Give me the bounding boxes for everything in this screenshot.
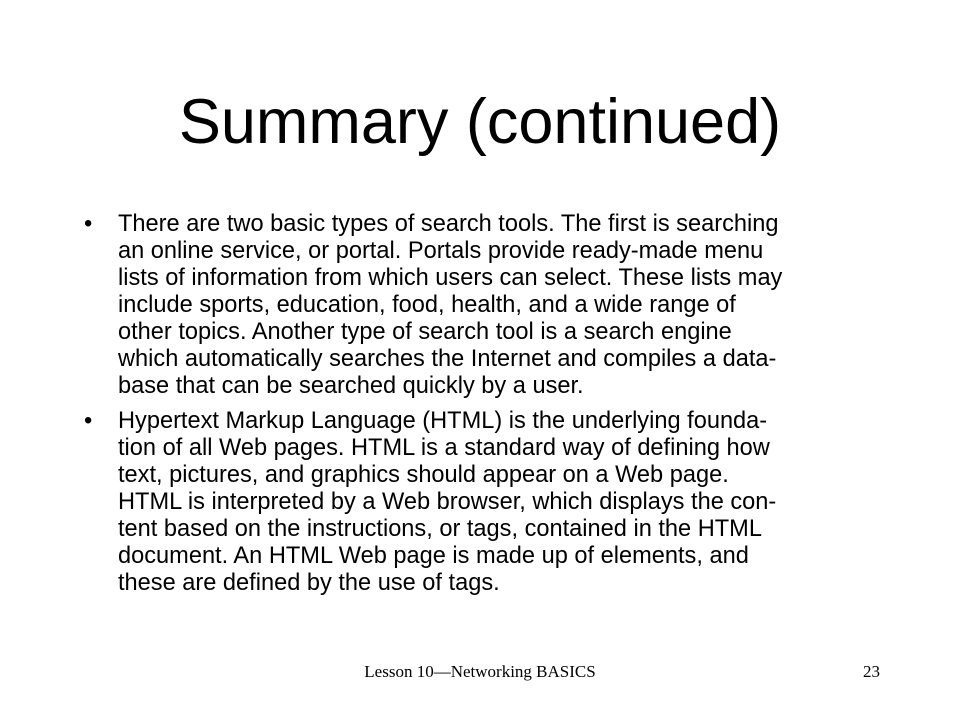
bullet-text-line: document. An HTML Web page is made up of elements, and (118, 543, 749, 569)
bullet-item (84, 211, 878, 400)
bullet-marker: • (84, 408, 93, 434)
bullet-text-line: text, pictures, and graphics should appear on a Web page. (118, 462, 729, 488)
bullet-text-line: base that can be searched quickly by a user. (118, 373, 584, 399)
bullet-list (84, 211, 878, 605)
bullet-text-line: an online service, or portal. Portals provide ready-made menu (118, 238, 764, 264)
bullet-text-line: HTML is interpreted by a Web browser, which displays the con- (118, 489, 777, 515)
footer-lesson-title: Lesson 10—Networking BASICS (364, 662, 596, 681)
bullet-text-line: which automatically searches the Internet and compiles a data- (118, 346, 777, 372)
bullet-text-line: There are two basic types of search tools. The first is searching (118, 211, 779, 237)
bullet-text-line: these are defined by the use of tags. (118, 570, 500, 596)
bullet-text-line: other topics. Another type of search tool is a search engine (118, 319, 732, 345)
bullet-marker: • (84, 211, 93, 237)
bullet-text-line: Hypertext Markup Language (HTML) is the underlying founda- (118, 408, 768, 434)
bullet-item (84, 408, 878, 597)
page-number: 23 (863, 662, 880, 681)
slide-title: Summary (continued) (178, 87, 782, 157)
bullet-text-line: include sports, education, food, health, and a wide range of (118, 292, 736, 318)
bullet-text-line: lists of information from which users can select. These lists may (118, 265, 783, 291)
bullet-text-line: tent based on the instructions, or tags, contained in the HTML (118, 516, 762, 542)
bullet-text-line: tion of all Web pages. HTML is a standard way of defining how (118, 435, 770, 461)
